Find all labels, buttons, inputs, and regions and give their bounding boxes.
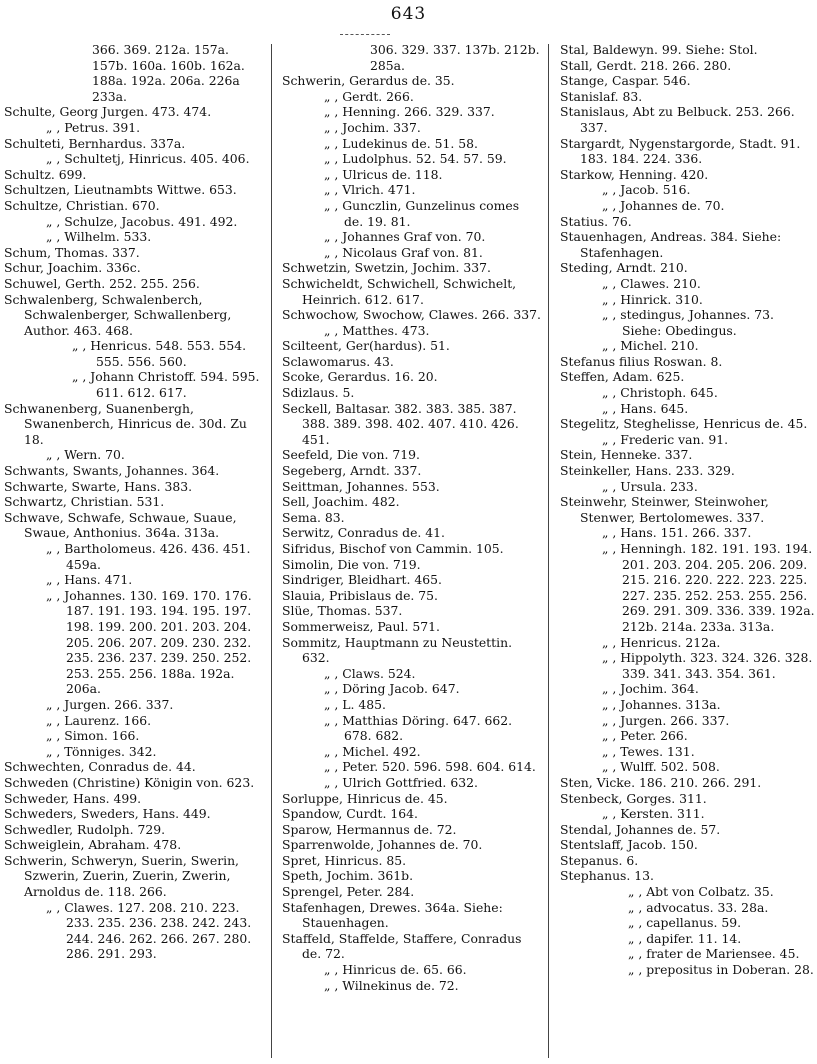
page-number: 643 xyxy=(390,4,427,24)
index-entry: „ , Matthes. 473. xyxy=(324,322,430,338)
index-entry: „ , advocatus. 33. 28a. xyxy=(628,899,769,915)
index-entry: Schulteti, Bernhardus. 337a. xyxy=(4,135,186,151)
index-entry: „ , Hans. 471. xyxy=(46,572,133,588)
index-entry: „ , Henricus. 548. 553. 554. 555. 556. 560. xyxy=(72,338,247,369)
index-entry: „ , frater de Mariensee. 45. xyxy=(628,946,800,962)
index-entry: Spret, Hinricus. 85. xyxy=(282,852,407,868)
index-entry: Simolin, Die von. 719. xyxy=(282,556,421,572)
index-entry: „ , Ulrich Gottfried. 632. xyxy=(324,774,478,790)
index-entry: „ , Johann Christoff. 594. 595. 611. 612. 617. xyxy=(72,369,260,401)
index-entry: „ , Christoph. 645. xyxy=(602,385,718,401)
index-entry: Stein, Henneke. 337. xyxy=(560,447,693,463)
index-entry: Stepanus. 6. xyxy=(560,852,639,868)
index-entry: „ , Simon. 166. xyxy=(46,728,140,744)
index-entry: Starkow, Henning. 420. xyxy=(560,166,709,182)
index-entry: „ , Wilhelm. 533. xyxy=(46,229,152,245)
index-column-2 xyxy=(282,42,542,993)
index-entry: Schultz. 699. xyxy=(4,166,87,182)
index-entry: „ , Johannes. 313a. xyxy=(602,696,721,712)
index-entry: „ , Henningh. 182. 191. 193. 194. 201. 203. 204. 205. 206. 209. 215. 216. 220. 222. 223. 225. 227. 235. 252. 253. 255. 256. 269. 291. 309. 336. 339. 192a. 212b. 214a. 233a. 313a. xyxy=(602,541,815,634)
column-divider xyxy=(271,44,272,1058)
index-entry: „ , Hippolyth. 323. 324. 326. 328. 339. 341. 343. 354. 361. xyxy=(602,650,813,681)
index-entry: Stanislaf. 83. xyxy=(560,88,643,104)
index-entry: „ , Jurgen. 266. 337. xyxy=(46,696,174,712)
index-entry: Stauenhagen, Andreas. 384. Siehe: Stafenhagen. xyxy=(560,229,782,260)
index-entry: „ , Clawes. 127. 208. 210. 223. 233. 235. 236. 238. 242. 243. 244. 246. 262. 266. 267. 280. 286. 291. 293. xyxy=(46,899,252,962)
index-entry: Sell, Joachim. 482. xyxy=(282,494,400,510)
index-entry: „ , Petrus. 391. xyxy=(46,119,141,135)
index-entry: Schwanenberg, Suanenbergh, Swanenberch, Hinricus de. 30d. Zu 18. xyxy=(4,400,247,447)
index-entry: „ , Henricus. 212a. xyxy=(602,634,721,650)
index-entry: Schwerin, Gerardus de. 35. xyxy=(282,73,455,89)
index-entry: „ , Hinrick. 310. xyxy=(602,291,703,307)
index-entry: „ , Schultetj, Hinricus. 405. 406. xyxy=(46,151,250,167)
index-entry: „ , Döring Jacob. 647. xyxy=(324,681,460,697)
index-entry: Schwochow, Swochow, Clawes. 266. 337. xyxy=(282,307,541,323)
index-entry: Stefanus filius Roswan. 8. xyxy=(560,353,723,369)
index-entry: „ , Henning. 266. 329. 337. xyxy=(324,104,495,120)
index-entry: „ , Vlrich. 471. xyxy=(324,182,416,198)
index-column-1 xyxy=(4,42,266,962)
index-entry: Stephanus. 13. xyxy=(560,868,655,884)
index-entry: „ , Tönniges. 342. xyxy=(46,743,157,759)
index-entry: Sorluppe, Hinricus de. 45. xyxy=(282,790,448,806)
index-entry: „ , Jurgen. 266. 337. xyxy=(602,712,730,728)
index-entry: Steffen, Adam. 625. xyxy=(560,369,685,385)
index-entry: „ , Hinricus de. 65. 66. xyxy=(324,962,467,978)
index-entry: „ , Johannes de. 70. xyxy=(602,197,725,213)
index-entry: Schwarte, Swarte, Hans. 383. xyxy=(4,478,193,494)
index-entry: „ , Ludolphus. 52. 54. 57. 59. xyxy=(324,151,507,167)
index-entry: „ , Jochim. 364. xyxy=(602,681,699,697)
index-entry: Sommitz, Hauptmann zu Neustettin. 632. xyxy=(282,634,513,666)
index-entry: „ , Laurenz. 166. xyxy=(46,712,152,728)
index-entry: „ , Kersten. 311. xyxy=(602,806,705,822)
index-entry: Statius. 76. xyxy=(560,213,632,229)
index-entry: Sprengel, Peter. 284. xyxy=(282,884,415,900)
index-entry: „ , Peter. 266. xyxy=(602,728,688,744)
index-entry: Schultze, Christian. 670. xyxy=(4,197,160,213)
index-entry: „ , Schulze, Jacobus. 491. 492. xyxy=(46,213,238,229)
index-entry: Seckell, Baltasar. 382. 383. 385. 387. 388. 389. 398. 402. 407. 410. 426. 451. xyxy=(282,400,519,447)
index-entry: Stenbeck, Gorges. 311. xyxy=(560,790,707,806)
index-entry: Scoke, Gerardus. 16. 20. xyxy=(282,369,438,385)
index-entry: Sparow, Hermannus de. 72. xyxy=(282,821,457,837)
index-entry: „ , capellanus. 59. xyxy=(628,915,742,931)
index-entry: Slüe, Thomas. 537. xyxy=(282,603,403,619)
index-entry: Sindriger, Bleidhart. 465. xyxy=(282,572,442,588)
index-entry: Stendal, Johannes de. 57. xyxy=(560,821,721,837)
index-entry: „ , Peter. 520. 596. 598. 604. 614. xyxy=(324,759,536,775)
index-entry: Schum, Thomas. 337. xyxy=(4,244,140,260)
index-entry: „ , Jochim. 337. xyxy=(324,119,421,135)
index-entry: „ , Frederic van. 91. xyxy=(602,431,729,447)
index-entry: Stange, Caspar. 546. xyxy=(560,73,691,89)
index-entry: „ , L. 485. xyxy=(324,696,386,712)
index-column-3 xyxy=(560,42,815,978)
index-entry: Schweders, Sweders, Hans. 449. xyxy=(4,806,211,822)
index-entry: „ , Wulff. 502. 508. xyxy=(602,759,720,775)
index-entry: Schulte, Georg Jurgen. 473. 474. xyxy=(4,104,212,120)
index-entry: Steding, Arndt. 210. xyxy=(560,260,688,276)
index-entry: Schwave, Schwafe, Schwaue, Suaue, Swaue, Anthonius. 364a. 313a. xyxy=(4,509,237,541)
index-entry: Serwitz, Conradus de. 41. xyxy=(282,525,445,541)
index-entry: Stal, Baldewyn. 99. Siehe: Stol. xyxy=(560,42,758,57)
index-entry: Sema. 83. xyxy=(282,509,345,525)
index-entry: Sparrenwolde, Johannes de. 70. xyxy=(282,837,483,853)
index-entry: Sclawomarus. 43. xyxy=(282,353,394,369)
index-entry: Steinwehr, Steinwer, Steinwoher, Stenwer, Bertolomewes. 337. xyxy=(560,494,769,525)
index-entry: „ , dapifer. 11. 14. xyxy=(628,930,742,946)
index-entry: „ , Hans. 645. xyxy=(602,400,689,416)
index-entry: Stanislaus, Abt zu Belbuck. 253. 266. 337. xyxy=(560,104,795,135)
index-entry: „ , Tewes. 131. xyxy=(602,743,695,759)
index-entry: „ , Nicolaus Graf von. 81. xyxy=(324,244,483,260)
index-entry: Sifridus, Bischof von Cammin. 105. xyxy=(282,541,504,556)
index-entry: Schweiglein, Abraham. 478. xyxy=(4,837,182,853)
index-entry: Schwants, Swants, Johannes. 364. xyxy=(4,463,220,479)
index-entry: „ , Wilnekinus de. 72. xyxy=(324,977,459,993)
index-entry: 366. 369. 212a. 157a. 157b. 160a. 160b. 162a. 188a. 192a. 206a. 226a 233a. xyxy=(92,42,245,104)
index-entry: „ , Wern. 70. xyxy=(46,447,125,463)
index-entry: Sommerweisz, Paul. 571. xyxy=(282,618,440,634)
index-entry: Schwalenberg, Schwalenberch, Schwalenberger, Schwallenberg, Author. 463. 468. xyxy=(4,291,232,338)
index-entry: Stargardt, Nygenstargorde, Stadt. 91. 183. 184. 224. 336. xyxy=(560,135,801,167)
index-entry: Stegelitz, Steghelisse, Henricus de. 45. xyxy=(560,416,808,432)
index-entry: Sdizlaus. 5. xyxy=(282,385,355,401)
index-entry: „ , Johannes. 130. 169. 170. 176. 187. 191. 193. 194. 195. 197. 198. 199. 200. 201. 203. 204. 205. 206. 207. 209. 230. 232. 235. 236. 237. 239. 250. 252. 253. 255. 256. 188a. 192a. 206a. xyxy=(46,587,252,697)
index-entry: Schweden (Christine) Königin von. 623. xyxy=(4,774,255,790)
index-entry: Sten, Vicke. 186. 210. 266. 291. xyxy=(560,774,762,790)
index-entry: „ , Gunczlin, Gunzelinus comes de. 19. 81. xyxy=(324,197,520,229)
index-entry: Schwetzin, Swetzin, Jochim. 337. xyxy=(282,260,491,276)
index-entry: Seefeld, Die von. 719. xyxy=(282,447,420,463)
index-entry: Schultzen, Lieutnambts Wittwe. 653. xyxy=(4,182,237,198)
index-entry: Spandow, Curdt. 164. xyxy=(282,806,418,822)
index-entry: „ , prepositus in Doberan. 28. xyxy=(628,962,814,978)
index-entry: „ , Abt von Colbatz. 35. xyxy=(628,884,774,900)
index-entry: „ , Clawes. 210. xyxy=(602,275,701,291)
index-entry: „ , Johannes Graf von. 70. xyxy=(324,229,486,245)
index-entry: Stafenhagen, Drewes. 364a. Siehe: Stauenhagen. xyxy=(282,899,503,931)
header-rule xyxy=(340,34,390,35)
index-entry: Schuwel, Gerth. 252. 255. 256. xyxy=(4,275,200,291)
index-entry: „ , Jacob. 516. xyxy=(602,182,691,198)
index-entry: „ , Ulricus de. 118. xyxy=(324,166,443,182)
index-entry: „ , Gerdt. 266. xyxy=(324,88,414,104)
index-entry: Scilteent, Ger(hardus). 51. xyxy=(282,338,450,354)
index-entry: 306. 329. 337. 137b. 212b. 285a. xyxy=(370,42,540,73)
index-entry: Schwechten, Conradus de. 44. xyxy=(4,759,196,775)
index-entry: Segeberg, Arndt. 337. xyxy=(282,463,422,479)
index-entry: Schwerin, Schweryn, Suerin, Swerin, Szwerin, Zuerin, Zuerin, Zwerin, Arnoldus de. 118. 266. xyxy=(4,852,239,900)
index-entry: „ , Matthias Döring. 647. 662. 678. 682. xyxy=(324,712,513,744)
index-entry: Slauia, Pribislaus de. 75. xyxy=(282,587,438,603)
index-entry: Stall, Gerdt. 218. 266. 280. xyxy=(560,57,732,73)
index-entry: Speth, Jochim. 361b. xyxy=(282,868,414,884)
index-entry: „ , stedingus, Johannes. 73. Siehe: Obedingus. xyxy=(602,307,774,338)
index-entry: Schur, Joachim. 336c. xyxy=(4,260,141,276)
index-entry: „ , Ludekinus de. 51. 58. xyxy=(324,135,478,151)
index-entry: Stentslaff, Jacob. 150. xyxy=(560,837,698,853)
index-entry: Schwicheldt, Schwichell, Schwichelt, Heinrich. 612. 617. xyxy=(282,275,517,307)
index-entry: Schweder, Hans. 499. xyxy=(4,790,142,806)
index-entry: „ , Michel. 492. xyxy=(324,743,421,759)
index-entry: „ , Michel. 210. xyxy=(602,338,699,354)
index-entry: „ , Hans. 151. 266. 337. xyxy=(602,525,752,541)
index-entry: Steinkeller, Hans. 233. 329. xyxy=(560,463,735,479)
index-entry: Staffeld, Staffelde, Staffere, Conradus de. 72. xyxy=(282,930,522,962)
index-entry: Seittman, Johannes. 553. xyxy=(282,478,440,494)
index-entry: Schwedler, Rudolph. 729. xyxy=(4,821,166,837)
index-entry: „ , Claws. 524. xyxy=(324,665,416,681)
index-entry: „ , Ursula. 233. xyxy=(602,478,698,494)
index-entry: „ , Bartholomeus. 426. 436. 451. 459a. xyxy=(46,541,251,572)
index-entry: Schwartz, Christian. 531. xyxy=(4,494,165,510)
column-divider xyxy=(548,44,549,1058)
